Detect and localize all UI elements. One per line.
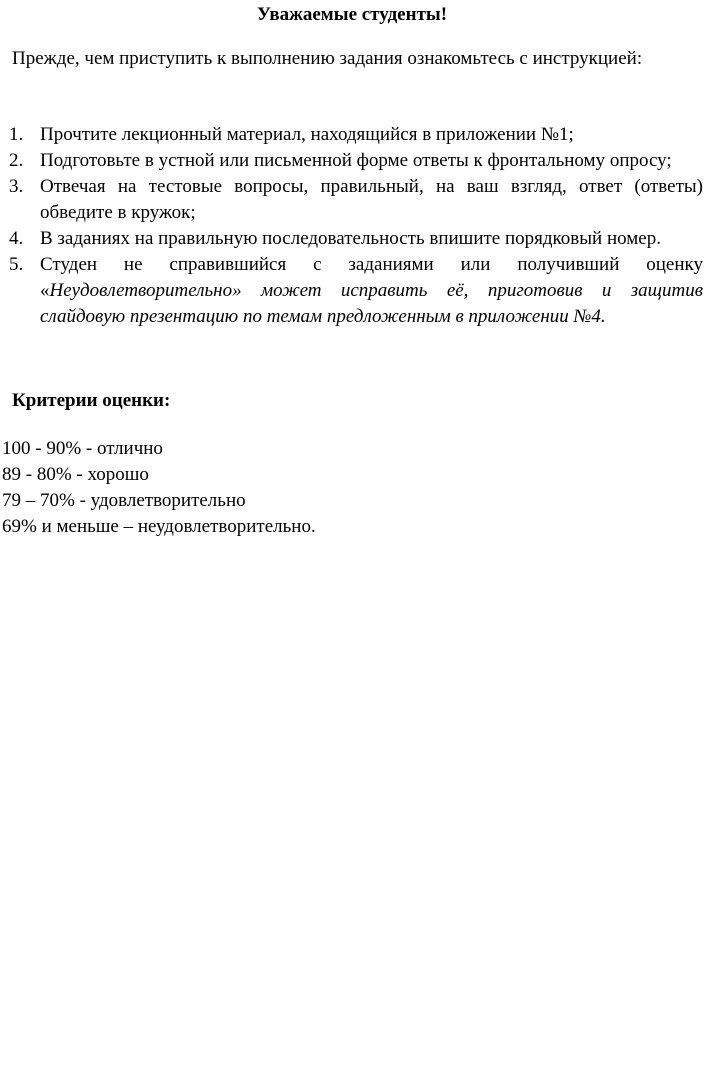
instruction-item [9, 122, 703, 148]
instruction-item [9, 226, 703, 252]
grades-list [2, 436, 702, 540]
instruction-text-plain: Студен не справившийся с заданиями или получивший оценку « [40, 254, 703, 301]
grade-item: 89 - 80% - хорошо [2, 464, 149, 485]
instruction-text: Отвечая на тестовые вопросы, правильный, на ваш взгляд, ответ (ответы) обведите в кружок; [40, 176, 703, 223]
criteria-heading: Критерии оценки: [12, 390, 171, 411]
instruction-item [9, 174, 703, 226]
grade-item: 100 - 90% - отлично [2, 438, 163, 459]
instruction-text-italic: Неудовлетворительно» может исправить её, приготовив и защитив слайдовую презентацию по темам предложенным в приложении №4. [40, 280, 703, 327]
instruction-item [9, 148, 703, 174]
instruction-text: В заданиях на правильную последовательность впишите порядковый номер. [40, 228, 661, 249]
intro-paragraph: Прежде, чем приступить к выполнению задания ознакомьтесь с инструкцией: [12, 48, 643, 69]
instruction-text: Прочтите лекционный материал, находящийся в приложении №1; [40, 124, 574, 145]
instruction-text: Подготовьте в устной или письменной форме ответы к фронтальному опросу; [40, 150, 672, 171]
grade-item: 79 – 70% - удовлетворительно [2, 490, 246, 511]
instruction-item [9, 252, 703, 330]
instruction-number: 4. [9, 228, 24, 249]
instruction-number: 2. [9, 150, 24, 171]
instruction-number: 3. [9, 176, 24, 197]
grade-item: 69% и меньше – неудовлетворительно. [2, 516, 316, 537]
document-title: Уважаемые студенты! [256, 4, 448, 25]
instruction-number: 5. [9, 254, 24, 275]
instructions-list [9, 122, 703, 330]
instruction-number: 1. [9, 124, 24, 145]
